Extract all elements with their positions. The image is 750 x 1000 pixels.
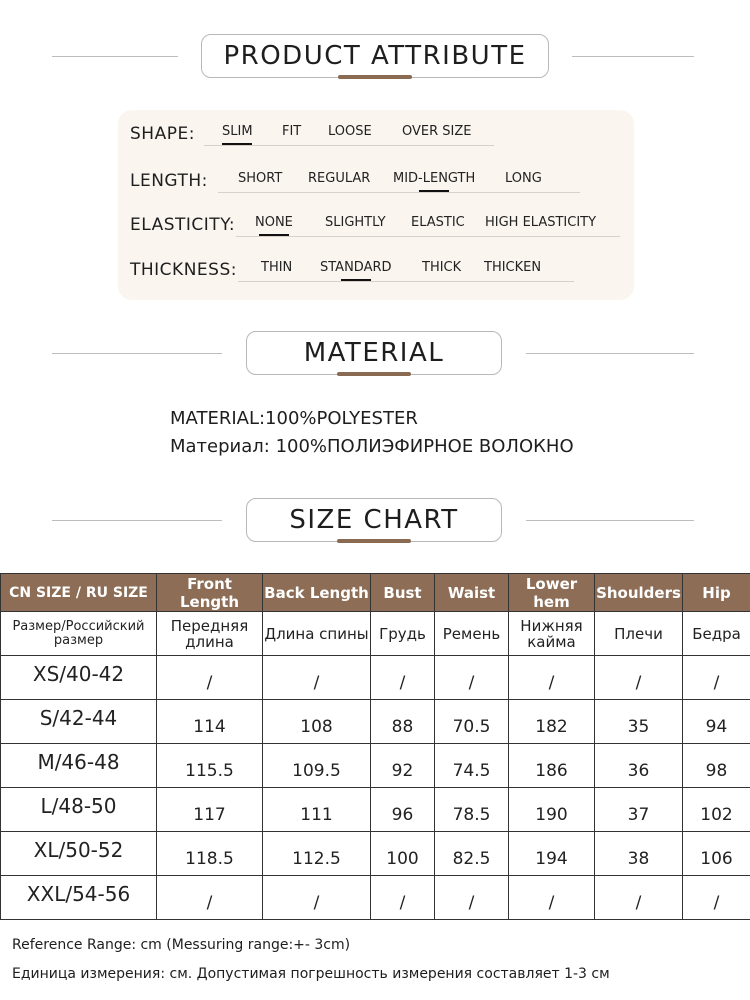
size-cell: M/46-48 <box>1 744 157 788</box>
measurement-cell: 78.5 <box>435 788 509 832</box>
header-divider-left <box>52 520 222 521</box>
section-title: SIZE CHART <box>289 505 459 535</box>
attribute-underline <box>218 192 580 193</box>
attribute-option: LOOSE <box>328 124 372 139</box>
measurement-cell: / <box>595 656 683 700</box>
header-divider-left <box>52 56 178 57</box>
measurement-cell: 111 <box>263 788 371 832</box>
header-frame <box>201 34 549 78</box>
measurement-cell: 186 <box>509 744 595 788</box>
measurement-cell: 38 <box>595 832 683 876</box>
attribute-label: THICKNESS: <box>130 260 237 280</box>
section-title: PRODUCT ATTRIBUTE <box>223 41 527 71</box>
measurement-cell: 98 <box>683 744 750 788</box>
attribute-option: REGULAR <box>308 171 371 186</box>
measurement-cell: / <box>509 876 595 920</box>
measurement-cell: / <box>263 656 371 700</box>
column-header-ru: Передняя длина <box>157 612 263 656</box>
column-header: CN SIZE / RU SIZE <box>1 574 157 612</box>
measurement-cell: / <box>683 876 750 920</box>
attribute-option: LONG <box>505 171 542 186</box>
size-table-body <box>1 656 750 920</box>
measurement-cell: 36 <box>595 744 683 788</box>
measurement-cell: 112.5 <box>263 832 371 876</box>
measurement-cell: / <box>157 876 263 920</box>
measurement-cell: 114 <box>157 700 263 744</box>
measurement-cell: / <box>435 876 509 920</box>
table-row <box>1 700 750 744</box>
measurement-cell: 70.5 <box>435 700 509 744</box>
attribute-option: THICK <box>422 260 462 275</box>
attribute-option-selected: MID-LENGTH <box>393 171 476 186</box>
attribute-option: SHORT <box>238 171 283 186</box>
header-frame <box>246 498 502 542</box>
measurement-cell: / <box>595 876 683 920</box>
attribute-underline <box>238 281 574 282</box>
attribute-option-selected: NONE <box>255 215 293 230</box>
measurement-cell: / <box>683 656 750 700</box>
attribute-option: THICKEN <box>484 260 542 275</box>
attribute-option: FIT <box>282 124 302 139</box>
attribute-option: OVER SIZE <box>402 124 472 139</box>
table-row <box>1 876 750 920</box>
column-header-ru: Грудь <box>371 612 435 656</box>
material-text-ru: Материал: 100%ПОЛИЭФИРНОЕ ВОЛОКНО <box>170 436 574 457</box>
attribute-option: THIN <box>261 260 293 275</box>
table-header-row <box>1 574 750 612</box>
attribute-option-selected: SLIM <box>222 124 253 139</box>
measurement-cell: 92 <box>371 744 435 788</box>
column-header: Front Length <box>157 574 263 612</box>
size-chart-table <box>0 573 750 920</box>
column-header: Back Length <box>263 574 371 612</box>
measurement-cell: / <box>157 656 263 700</box>
measurement-cell: 102 <box>683 788 750 832</box>
header-divider-right <box>526 353 694 354</box>
column-header-ru: Размер/Российский размер <box>1 612 157 656</box>
material-text-en: MATERIAL:100%POLYESTER <box>170 408 418 429</box>
header-frame <box>246 331 502 375</box>
attribute-panel <box>118 110 634 300</box>
column-header-ru: Ремень <box>435 612 509 656</box>
measurement-cell: / <box>263 876 371 920</box>
column-header: Waist <box>435 574 509 612</box>
column-header-ru: Длина спины <box>263 612 371 656</box>
material-header <box>0 331 750 377</box>
measurement-cell: 82.5 <box>435 832 509 876</box>
size-cell: S/42-44 <box>1 700 157 744</box>
measurement-cell: 96 <box>371 788 435 832</box>
size-cell: XXL/54-56 <box>1 876 157 920</box>
measurement-cell: 106 <box>683 832 750 876</box>
measurement-cell: 194 <box>509 832 595 876</box>
measurement-cell: 108 <box>263 700 371 744</box>
attribute-label: LENGTH: <box>130 171 208 191</box>
column-header: Shoulders <box>595 574 683 612</box>
reference-note-ru: Единица измерения: см. Допустимая погрешность измерения составляет 1-3 см <box>12 966 610 982</box>
table-row <box>1 788 750 832</box>
measurement-cell: 118.5 <box>157 832 263 876</box>
attribute-label: ELASTICITY: <box>130 215 236 235</box>
attribute-option: HIGH ELASTICITY <box>485 215 597 230</box>
measurement-cell: / <box>509 656 595 700</box>
measurement-cell: 117 <box>157 788 263 832</box>
size-cell: XS/40-42 <box>1 656 157 700</box>
measurement-cell: 74.5 <box>435 744 509 788</box>
column-header: Lower hem <box>509 574 595 612</box>
size-chart-header <box>0 498 750 544</box>
measurement-cell: 88 <box>371 700 435 744</box>
attribute-underline <box>204 145 494 146</box>
column-header: Hip <box>683 574 750 612</box>
table-row <box>1 744 750 788</box>
attribute-underline <box>236 236 620 237</box>
attribute-option: ELASTIC <box>411 215 465 230</box>
column-header-ru: Нижняя кайма <box>509 612 595 656</box>
column-header: Bust <box>371 574 435 612</box>
measurement-cell: 37 <box>595 788 683 832</box>
measurement-cell: 115.5 <box>157 744 263 788</box>
column-header-ru: Бедра <box>683 612 750 656</box>
measurement-cell: 182 <box>509 700 595 744</box>
attribute-option-selected: STANDARD <box>320 260 392 275</box>
reference-note-en: Reference Range: cm (Messuring range:+- 3cm) <box>12 937 351 953</box>
attribute-label: SHAPE: <box>130 124 195 144</box>
measurement-cell: 190 <box>509 788 595 832</box>
title-accent-bar <box>337 539 411 543</box>
header-divider-right <box>526 520 694 521</box>
measurement-cell: 35 <box>595 700 683 744</box>
measurement-cell: / <box>371 876 435 920</box>
title-accent-bar <box>337 372 411 376</box>
section-title: MATERIAL <box>303 338 445 368</box>
measurement-cell: 94 <box>683 700 750 744</box>
size-cell: XL/50-52 <box>1 832 157 876</box>
measurement-cell: 109.5 <box>263 744 371 788</box>
column-header-ru: Плечи <box>595 612 683 656</box>
attribute-option: SLIGHTLY <box>325 215 386 230</box>
measurement-cell: / <box>371 656 435 700</box>
measurement-cell: 100 <box>371 832 435 876</box>
measurement-cell: / <box>435 656 509 700</box>
size-cell: L/48-50 <box>1 788 157 832</box>
table-row <box>1 832 750 876</box>
product-attribute-header <box>0 34 750 80</box>
header-divider-right <box>572 56 694 57</box>
title-accent-bar <box>338 75 412 79</box>
table-header-ru-row <box>1 612 750 656</box>
table-row <box>1 656 750 700</box>
header-divider-left <box>52 353 222 354</box>
